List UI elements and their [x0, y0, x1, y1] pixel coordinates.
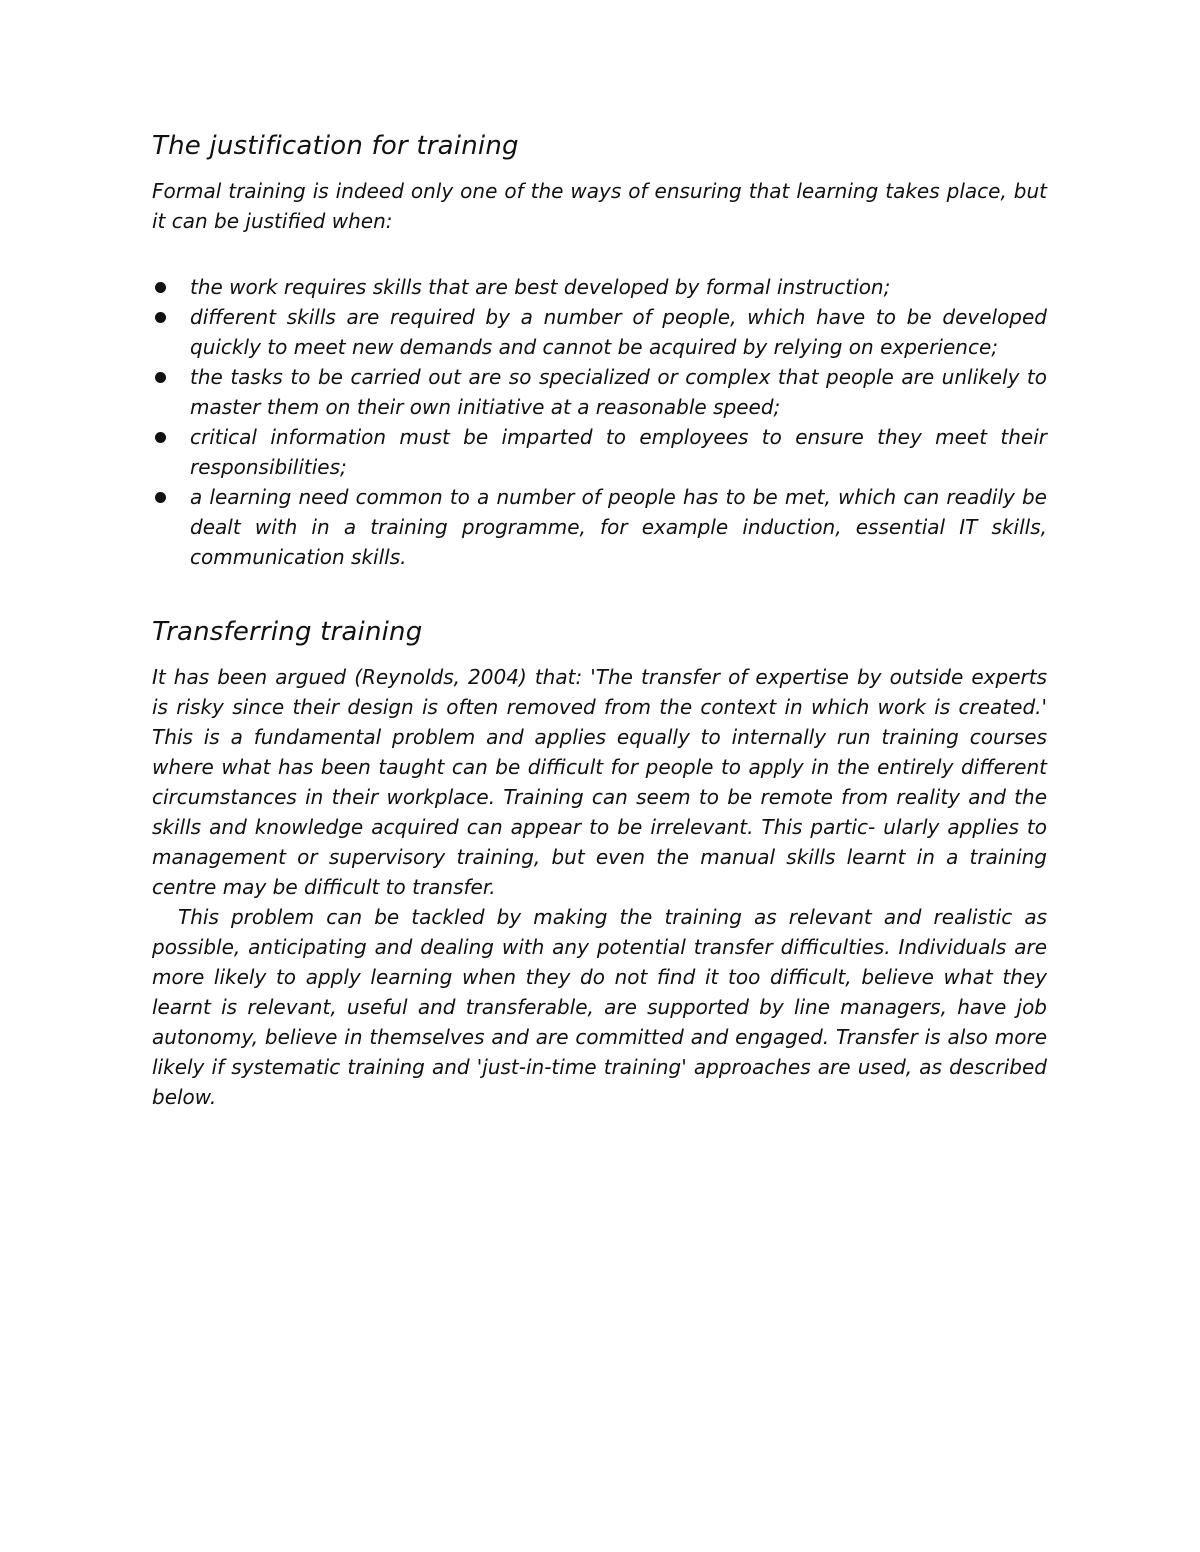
list-item: [152, 362, 1047, 422]
body-paragraph: It has been argued (Reynolds, 2004) that: 'The transfer of expertise by outside experts is risky since their design is often removed from the context in which work is created.' This is a fundamental problem and applies equally to internally run training courses where what has been taught can be difficult for people to apply in the entirely different circumstances in their workplace. Training can seem to be remote from reality and the skills and knowledge acquired can appear to be irrelevant. This partic- ularly applies to management or supervisory training, but even the manual skills learnt in a training centre may be difficult to transfer.: [152, 665, 1047, 899]
section-heading-transferring: Transferring training: [152, 617, 423, 647]
section-heading-justification: The justification for training: [152, 131, 519, 161]
list-item-text: different skills are required by a number of people, which have to be developed quickly to meet new demands and cannot be acquired by relying on experience;: [190, 305, 1047, 359]
bullet-icon: [155, 282, 166, 293]
list-item-text: the work requires skills that are best developed by formal instruction;: [190, 275, 891, 299]
list-item: [152, 302, 1047, 362]
list-item: [152, 422, 1047, 482]
intro-paragraph: Formal training is indeed only one of the ways of ensuring that learning takes place, but it can be justified when:: [152, 179, 1047, 233]
list-item-text: a learning need common to a number of people has to be met, which can readily be dealt with in a training programme, for example induction, essential IT skills, communication skills.: [190, 485, 1047, 569]
bullet-icon: [155, 432, 166, 443]
body-paragraph: This problem can be tackled by making the training as relevant and realistic as possible, anticipating and dealing with any potential transfer difficulties. Individuals are more likely to apply learning when they do not find it too difficult, believe what they learnt is relevant, useful and transferable, are supported by line managers, have job autonomy, believe in themselves and are committed and engaged. Transfer is also more likely if systematic training and 'just-in-time training' approaches are used, as described below.: [152, 905, 1047, 1109]
bullet-icon: [155, 312, 166, 323]
list-item-text: critical information must be imparted to employees to ensure they meet their responsibilities;: [190, 425, 1047, 479]
list-item: [152, 272, 1047, 302]
bullet-icon: [155, 372, 166, 383]
list-item: [152, 482, 1047, 572]
list-item-text: the tasks to be carried out are so specialized or complex that people are unlikely to master them on their own initiative at a reasonable speed;: [190, 365, 1047, 419]
bullet-icon: [155, 492, 166, 503]
document-page: [152, 128, 1047, 1112]
justification-list: [152, 272, 1047, 572]
